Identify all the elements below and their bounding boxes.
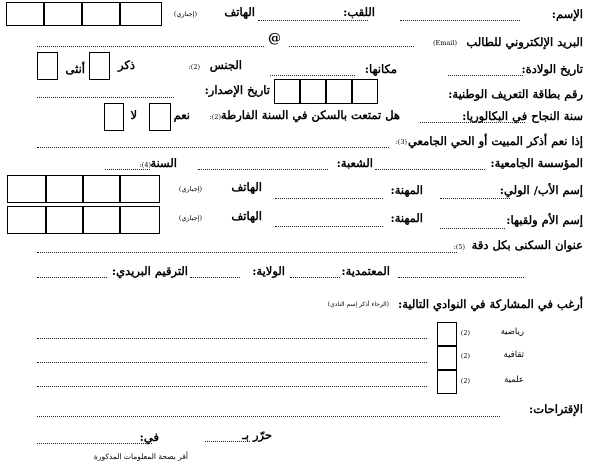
club-science-checkbox[interactable] (437, 370, 457, 394)
date-on-field[interactable] (37, 443, 152, 444)
housing-note: (2): (209, 113, 221, 121)
suggestions-label: الإقتراحات: (529, 402, 583, 416)
dorm-field[interactable] (37, 147, 389, 148)
guardian-name-label: إسم الأب/ الولي: (499, 183, 583, 197)
issue-date-label: تاريخ الإصدار: (204, 83, 270, 97)
email-at-sign: @ (268, 31, 281, 46)
guardian-phone-label: الهاتف (231, 180, 262, 194)
club-science-note: (2) (460, 377, 470, 385)
email-user-field[interactable] (289, 46, 414, 47)
year-note: (4): (139, 161, 151, 169)
club-culture-checkbox[interactable] (437, 346, 457, 370)
mother-job-label: المهنة: (390, 211, 423, 225)
postal-code-field[interactable] (37, 277, 107, 278)
guardian-name-field[interactable] (440, 198, 510, 199)
written-at-label: حرّر بـ (242, 428, 272, 442)
club-sports-field[interactable] (37, 338, 427, 339)
branch-label: الشعبة: (336, 156, 373, 170)
phone-digit-box[interactable] (120, 206, 160, 234)
club-sports-label: رياضية (500, 327, 524, 337)
bac-year-field[interactable] (420, 122, 525, 123)
birth-place-field[interactable] (270, 75, 355, 76)
email-domain-field[interactable] (37, 46, 264, 47)
phone-digit-box[interactable] (46, 206, 83, 234)
delegation-field[interactable] (398, 277, 524, 278)
phone-label: الهاتف (224, 5, 255, 19)
club-science-field[interactable] (37, 386, 427, 387)
club-science-label: علمية (504, 375, 524, 385)
club-sports-checkbox[interactable] (437, 322, 457, 346)
club-sports-note: (2) (460, 329, 470, 337)
phone-digit-box[interactable] (120, 2, 162, 26)
clubs-heading: أرغب في المشاركة في النوادي التالية: (397, 297, 583, 311)
guardian-phone-note: (إجباري) (178, 185, 202, 193)
id-digit-box[interactable] (326, 79, 352, 104)
written-at-field[interactable] (205, 441, 250, 442)
mother-phone-note: (إجباري) (178, 214, 202, 222)
mother-name-label: إسم الأم ولقبها: (506, 213, 583, 227)
birth-date-label: تاريخ الولادة: (521, 62, 583, 76)
mother-name-field[interactable] (440, 228, 505, 229)
birth-date-field[interactable] (448, 75, 523, 76)
club-culture-field[interactable] (37, 362, 427, 363)
female-label: أنثى (65, 62, 85, 76)
phone-digit-box[interactable] (44, 2, 82, 26)
birth-place-label: مكانها: (364, 62, 397, 76)
dorm-label: إذا نعم أذكر المبيت أو الحي الجامعي (407, 134, 583, 148)
female-checkbox[interactable] (37, 52, 58, 80)
mother-phone-label: الهاتف (231, 209, 262, 223)
declaration-text: أقر بصحة المعلومات المذكورة (93, 452, 188, 461)
phone-digit-box[interactable] (82, 2, 120, 26)
phone-note: (إجباري) (173, 10, 197, 18)
suggestions-field[interactable] (37, 416, 500, 417)
club-culture-note: (2) (460, 352, 470, 360)
no-checkbox[interactable] (104, 103, 124, 131)
date-on-label: في: (139, 430, 159, 444)
year-field[interactable] (105, 169, 150, 170)
yes-label: نعم (173, 108, 190, 122)
club-culture-label: ثقافية (503, 350, 524, 360)
phone-digit-box[interactable] (7, 206, 46, 234)
guardian-job-field[interactable] (275, 198, 383, 199)
issue-date-field[interactable] (37, 97, 174, 98)
title-field[interactable] (258, 20, 368, 21)
address-field[interactable] (37, 252, 457, 253)
bac-year-label: سنة النجاح في البكالوريا: (462, 109, 583, 123)
institution-label: المؤسسة الجامعية: (490, 156, 583, 170)
id-digit-box[interactable] (300, 79, 326, 104)
id-digit-box[interactable] (274, 79, 300, 104)
governorate-field[interactable] (190, 277, 240, 278)
guardian-job-label: المهنة: (390, 183, 423, 197)
postal-code-label: الترقيم البريدي: (111, 264, 188, 278)
dorm-note: (3): (395, 138, 407, 146)
phone-digit-box[interactable] (7, 175, 46, 203)
address-label: عنوان السكنى بكل دقة (471, 238, 583, 252)
phone-digit-box[interactable] (83, 175, 120, 203)
delegation-value-field[interactable] (290, 277, 340, 278)
name-label: الإسم: (551, 7, 583, 21)
yes-checkbox[interactable] (149, 103, 171, 131)
male-label: ذكر (118, 58, 135, 72)
governorate-label: الولاية: (252, 264, 285, 278)
sex-label: الجنس (209, 58, 242, 72)
male-checkbox[interactable] (89, 52, 110, 80)
title-label: اللقب: (343, 5, 375, 19)
sex-note: (2): (188, 63, 200, 71)
email-label: البريد الإلكتروني للطالب (466, 35, 583, 49)
institution-field[interactable] (375, 169, 485, 170)
delegation-label: المعتمدية: (341, 264, 390, 278)
name-field[interactable] (400, 20, 520, 21)
no-label: لا (130, 108, 137, 122)
id-card-label: رقم بطاقة التعريف الوطنية: (448, 87, 583, 101)
housing-question: هل تمتعت بالسكن في السنة الفارطة (220, 108, 400, 122)
address-note: (5): (453, 243, 465, 251)
year-label: السنة (150, 156, 177, 170)
clubs-note: (الرجاء أذكر إسم النادي) (327, 301, 389, 308)
email-note: (Email) (432, 39, 457, 47)
phone-digit-box[interactable] (46, 175, 83, 203)
mother-job-field[interactable] (275, 226, 383, 227)
phone-digit-box[interactable] (83, 206, 120, 234)
id-digit-box[interactable] (352, 79, 378, 104)
phone-digit-box[interactable] (6, 2, 44, 26)
phone-digit-box[interactable] (120, 175, 160, 203)
branch-field[interactable] (198, 169, 328, 170)
